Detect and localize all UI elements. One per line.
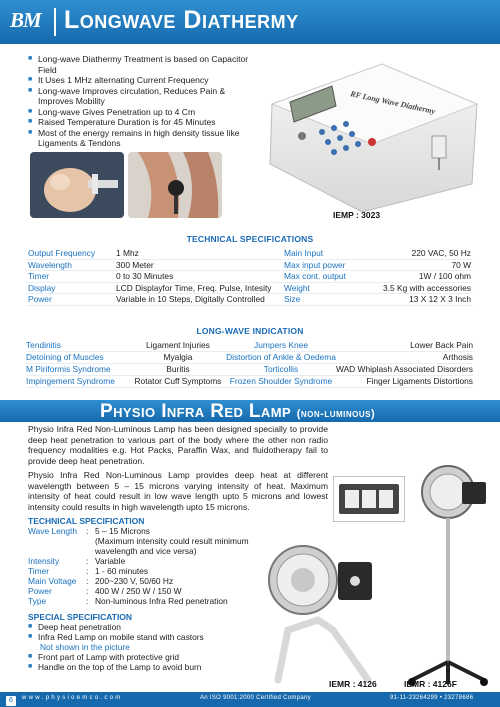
spec-value: Variable	[95, 556, 126, 566]
spec-value: 400 W / 250 W / 150 W	[95, 586, 182, 596]
spec-label: Max input power	[282, 259, 374, 271]
list-item: ■ Long-wave Diathermy Treatment is based on Capacitor Field	[28, 54, 250, 75]
indication-heading: LONG-WAVE INDICATION	[196, 326, 304, 336]
spec-value: 70 W	[374, 259, 473, 271]
spec-label: Output Frequency	[26, 248, 114, 259]
spec-label: Main Voltage	[28, 576, 77, 586]
table-row	[26, 364, 473, 376]
list-item: ■ Long-wave Gives Penetration up to 4 Cm	[28, 107, 250, 118]
spec-value: Non-luminous Infra Red penetration	[95, 596, 228, 606]
indication-cell: Detoining of Muscles	[26, 352, 130, 364]
spec-value: 1W / 100 ohm	[374, 271, 473, 283]
spec-label: Timer	[26, 271, 114, 283]
indication-cell: Distortion of Ankle & Oedema	[226, 352, 336, 362]
section-title	[100, 401, 375, 423]
treatment-photo-knee	[30, 152, 124, 218]
iso-note: An ISO 9001:2000 Certified Company	[200, 695, 311, 701]
spec-label: Type	[28, 596, 47, 606]
indication-cell: Impingement Syndrome	[26, 376, 130, 388]
spec-label: Timer	[28, 566, 50, 576]
list-item: ■ Infra Red Lamp on mobile stand with castors	[28, 632, 258, 642]
table-row	[26, 294, 473, 306]
spec-row: Type : Non-luminous Infra Red penetration	[28, 596, 258, 606]
company-logo: BM	[10, 8, 41, 32]
special-spec-list	[28, 622, 258, 672]
model-number: IEMR : 4126	[329, 679, 377, 689]
spec-value: 200~230 V, 50/60 Hz	[95, 576, 174, 586]
indication-cell: Finger Ligaments Distortions	[336, 376, 473, 388]
spec-value: 3.5 Kg with accessories	[374, 282, 473, 294]
spec-value: 300 Meter	[114, 259, 282, 271]
indication-cell: Buritis	[130, 364, 226, 376]
spec-label	[28, 536, 86, 556]
section-title-main: Physio Infra Red Lamp	[100, 401, 292, 422]
indication-cell: M Piriformis Syndrome	[26, 364, 130, 376]
spec-label: Main Input	[282, 248, 374, 259]
spec-row: Power : 400 W / 250 W / 150 W	[28, 586, 258, 596]
spec-row: Timer : 1 - 60 minutes	[28, 566, 258, 576]
indication-cell: WAD Whiplash Associated Disorders	[336, 364, 473, 374]
list-item: ■ Handle on the top of the Lamp to avoid burn	[28, 662, 258, 672]
indication-cell: Rotator Cuff Symptoms	[130, 376, 226, 388]
spec-row	[28, 536, 258, 556]
spec-row: Main Voltage : 200~230 V, 50/60 Hz	[28, 576, 258, 586]
spec-row: Intensity : Variable	[28, 556, 258, 566]
indication-cell: Tendinitis	[26, 340, 130, 352]
page-number: 6	[6, 696, 16, 706]
header-divider	[54, 8, 56, 36]
page-footer	[0, 692, 500, 707]
list-item: ■ Deep heat penetration	[28, 622, 258, 632]
infra-red-stand-image	[392, 452, 498, 692]
spec-row: Wave Length : 5 – 15 Microns	[28, 526, 258, 536]
table-row	[26, 271, 473, 283]
section-banner	[0, 400, 500, 422]
description-paragraph: Physio Infra Red Non-Luminous Lamp provides deep heat at different wavelength between 5 – 15 microns varying intensity of heat. Maximum intensity of heat could result in low wave length upto 5 microns and lowest intensity could results in high wavelength upto 15 microns.	[28, 470, 328, 512]
spec-label: Wavelength	[26, 259, 114, 271]
spec-label: Weight	[282, 282, 374, 294]
special-spec-heading: SPECIAL SPECIFICATION	[28, 612, 133, 622]
spec-label: Max cont. output	[282, 271, 374, 283]
list-item: ■ It Uses 1 MHz alternating Current Frequency	[28, 75, 250, 86]
description-paragraph: Physio Infra Red Non-Luminous Lamp has been designed specially to provide deep heat penetration to various part of the body where the other non radio frequency modalities e.g. Hot Packs, Paraffin Wax, and fluidotherapy fail to provide deep heat penetration.	[28, 424, 328, 466]
device-label: RF Long Wave Diathermy	[349, 89, 437, 116]
spec-value: 5 – 15 Microns	[95, 526, 150, 536]
table-row	[26, 259, 473, 271]
spec-value: Variable in 10 Steps, Digitally Controlled	[114, 294, 282, 306]
spec-label: Size	[282, 294, 374, 306]
spec-value: LCD Displayfor Time, Freq. Pulse, Intesity	[114, 282, 282, 294]
page-title: Longwave Diathermy	[64, 6, 299, 34]
table-row	[26, 282, 473, 294]
indication-cell: Jumpers Knee	[226, 340, 336, 352]
spec-value: 220 VAC, 50 Hz	[374, 248, 473, 259]
model-number: IEMR : 4126F	[404, 679, 457, 689]
model-number: IEMP : 3023	[333, 210, 381, 220]
indication-cell: Frozen Shoulder Syndrome	[226, 376, 336, 388]
spec-table	[26, 248, 473, 306]
infra-red-lamp-image	[258, 520, 392, 692]
table-row	[26, 340, 473, 352]
indication-cell: Arthosis	[336, 352, 473, 364]
table-row	[26, 248, 473, 259]
section-title-sub: (non-luminous)	[296, 408, 376, 420]
list-item-note: Not shown in the picture	[40, 642, 130, 652]
spec-label: Power	[28, 586, 52, 596]
phone-numbers: 91-11-23264299 • 23278686	[390, 695, 474, 701]
indication-cell: Ligament Injuries	[130, 340, 226, 352]
spec-label: Display	[26, 282, 114, 294]
tech-spec-heading: TECHNICAL SPECIFICATION	[28, 516, 145, 526]
tech-spec-heading: TECHNICAL SPECIFICATIONS	[186, 234, 314, 244]
indication-cell: Lower Back Pain	[336, 340, 473, 352]
table-row	[26, 352, 473, 364]
spec-value: 0 to 30 Minutes	[114, 271, 282, 283]
website-link[interactable]: w w w . p h y s i o e m c o . c o m	[22, 695, 121, 701]
spec-value: 1 Mhz	[114, 248, 282, 259]
list-item: ■ Raised Temperature Duration is for 45 Minutes	[28, 117, 250, 128]
spec-label: Power	[26, 294, 114, 306]
treatment-photo-calf	[128, 152, 222, 218]
spec-value: 1 - 60 minutes	[95, 566, 149, 576]
list-item: ■ Most of the energy remains in high density tissue like Ligaments & Tendons	[28, 128, 250, 149]
indication-cell: Myalgia	[130, 352, 226, 364]
feature-list	[28, 54, 250, 149]
spec-value: (Maximum intensity could result minimum wavelength and vice versa)	[95, 536, 249, 556]
list-item: ■ Long-wave Improves circulation, Reduces Pain & Improves Mobility	[28, 86, 250, 107]
diathermy-device-image	[262, 44, 484, 212]
table-row	[26, 376, 473, 388]
spec-value: 13 X 12 X 3 Inch	[374, 294, 473, 306]
page-header	[0, 0, 500, 44]
indication-cell: Torticollis	[226, 364, 336, 376]
spec-label: Intensity	[28, 556, 60, 566]
spec-label: Wave Length	[28, 526, 78, 536]
infra-tech-spec	[28, 516, 258, 672]
indication-table	[26, 340, 473, 388]
list-item: ■ Front part of Lamp with protective grid	[28, 652, 258, 662]
